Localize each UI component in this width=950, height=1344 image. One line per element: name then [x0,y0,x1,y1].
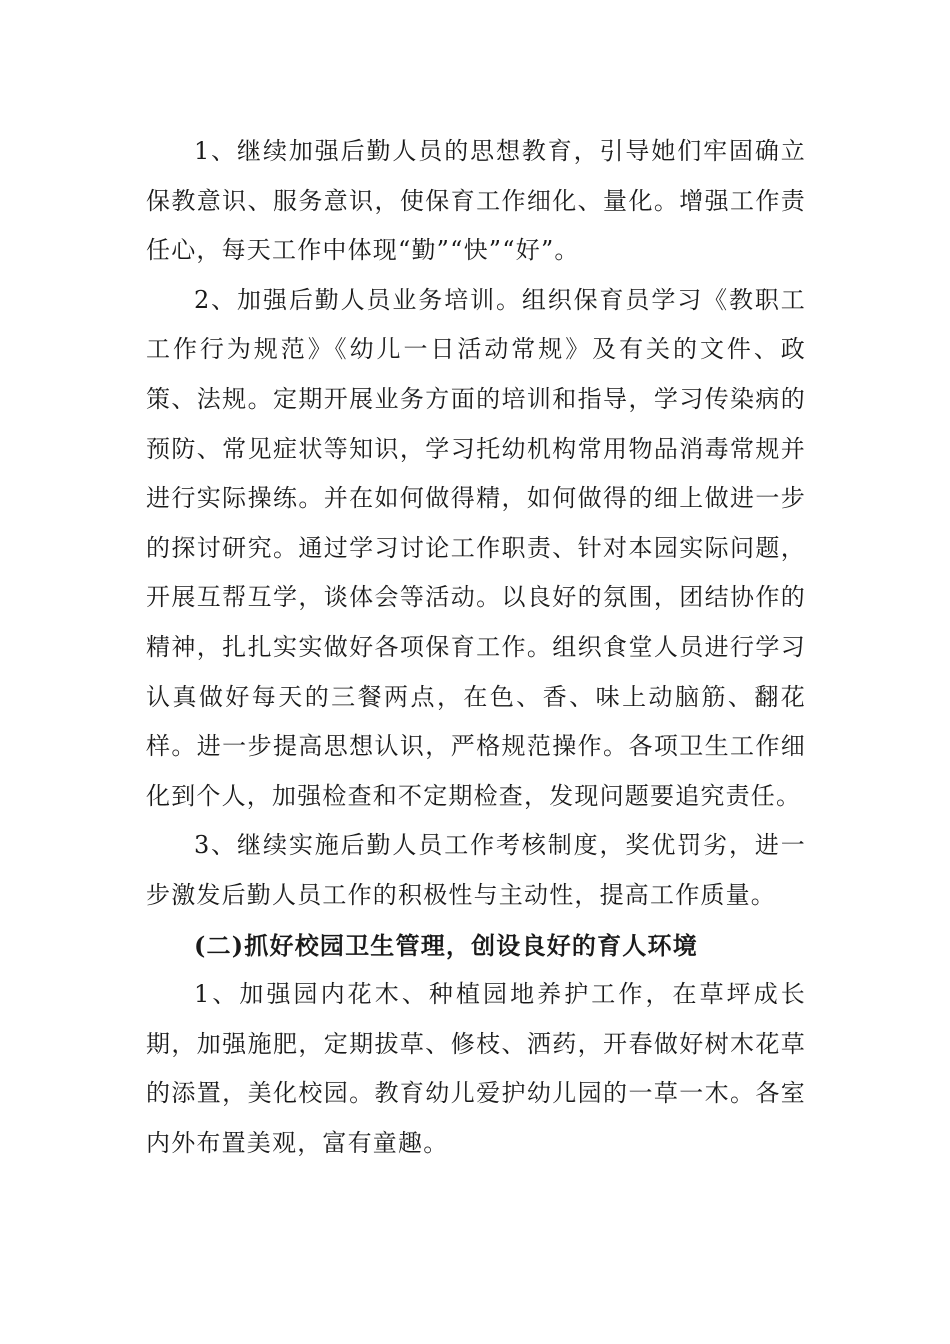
document-body [146,127,806,1168]
paragraph-1: 1、继续加强后勤人员的思想教育，引导她们牢固确立保教意识、服务意识，使保育工作细化、量化。增强工作责任心，每天工作中体现“勤”“快”“好”。 [146,137,806,265]
paragraph-4: 1、加强园内花木、种植园地养护工作，在草坪成长期，加强施肥，定期拔草、修枝、洒药，开春做好树木花草的添置，美化校园。教育幼儿爱护幼儿园的一草一木。各室内外布置美观，富有童趣。 [146,980,806,1157]
paragraph-2: 2、加强后勤人员业务培训。组织保育员学习《教职工工作行为规范》《幼儿一日活动常规》及有关的文件、政策、法规。定期开展业务方面的培训和指导，学习传染病的预防、常见症状等知识，学习托幼机构常用物品消毒常规并进行实际操练。并在如何做得精，如何做得的细上做进一步的探讨研究。通过学习讨论工作职责、针对本园实际问题，开展互帮互学，谈体会等活动。以良好的氛围，团结协作的精神，扎扎实实做好各项保育工作。组织食堂人员进行学习认真做好每天的三餐两点，在色、香、味上动脑筋、翻花样。进一步提高思想认识，严格规范操作。各项卫生工作细化到个人，加强检查和不定期检查，发现问题要追究责任。 [146,285,806,810]
paragraph-3: 3、继续实施后勤人员工作考核制度，奖优罚劣，进一步激发后勤人员工作的积极性与主动性，提高工作质量。 [146,831,806,909]
section-heading: (二)抓好校园卫生管理，创设良好的育人环境 [194,930,698,960]
